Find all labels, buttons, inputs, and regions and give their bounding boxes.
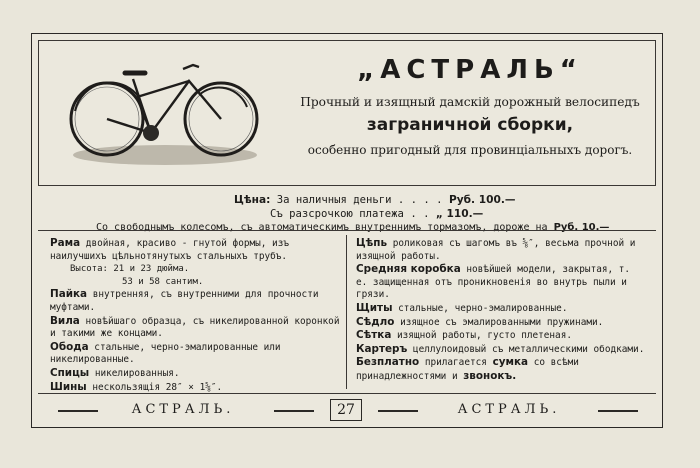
spec-chain-case: Картеръ целлулоидовый съ металлическими ободками. (356, 342, 645, 355)
spec-height: Высота: 21 и 23 дюйма. 53 и 58 сантим. (70, 264, 204, 287)
description-line-3: особенно пригодный для провинціальныхъ дорогъ. (307, 143, 633, 157)
header-panel (38, 40, 656, 186)
catalog-page (31, 33, 663, 428)
headline (295, 55, 645, 157)
price-freewheel: Со свободнымъ колесомъ, съ автоматическимъ внутреннимъ тормазомъ, дороже на Руб. 10.— (96, 222, 610, 233)
footer (38, 398, 656, 422)
spec-bottom-bracket: Средняя коробка новѣйшей модели, закрытая, т. е. защищенная отъ проникновенія во внутрь пыли и грязи. (356, 263, 631, 301)
bicycle-illustration (67, 55, 263, 167)
specs-right (356, 237, 646, 384)
spec-net: Сѣтка изящной работы, густо плетеная. (356, 329, 572, 342)
spec-mudguards: Щиты стальные, черно-эмалированные. (356, 301, 568, 314)
specs-left (50, 237, 342, 394)
spec-rims: Обода стальные, черно-эмалированные или никелированные. (50, 340, 281, 366)
spec-soldering: Пайка внутренняя, съ внутренними для прочности муфтами. (50, 288, 319, 313)
description-line-2: заграничной сборки, (366, 115, 574, 135)
spec-spokes: Спицы никелированныя. (50, 366, 180, 379)
specs-section (38, 230, 656, 394)
price-cash: Цѣна: За наличныя деньги . . . . Руб. 100.— (234, 194, 516, 206)
column-divider (346, 235, 347, 389)
footer-brand-left: АСТРАЛЬ. (131, 402, 235, 417)
footer-rule (274, 410, 314, 412)
price-installment: Съ разсрочкою платежа . . „ 110.— (270, 208, 484, 220)
spec-fork: Вила новѣйшаго образца, съ никелированной коронкой и такими же концами. (50, 314, 340, 340)
brand-title: „АСТРАЛЬ“ (357, 55, 583, 85)
footer-brand-right: АСТРАЛЬ. (457, 402, 561, 417)
spec-chain: Цѣпь роликовая съ шагомъ въ ⅝″, весьма прочной и изящной работы. (356, 237, 636, 262)
page-number: 27 (330, 399, 362, 421)
spec-frame: Рама двойная, красиво - гнутой формы, изъ наилучшихъ цѣльнотянутыхъ стальныхъ трубъ. (50, 237, 289, 262)
spec-tyres: Шины нескользящія 28″ × 1⅝″. (50, 380, 223, 393)
footer-rule (598, 410, 638, 412)
spec-free-accessories: Безплатно прилагается сумка со всѣми принадлежностями и звонокъ. (356, 356, 579, 382)
spec-saddle: Сѣдло изящное съ эмалированными пружинами. (356, 315, 604, 328)
description-line-1: Прочный и изящный дамскій дорожный велосипедъ (300, 95, 640, 109)
